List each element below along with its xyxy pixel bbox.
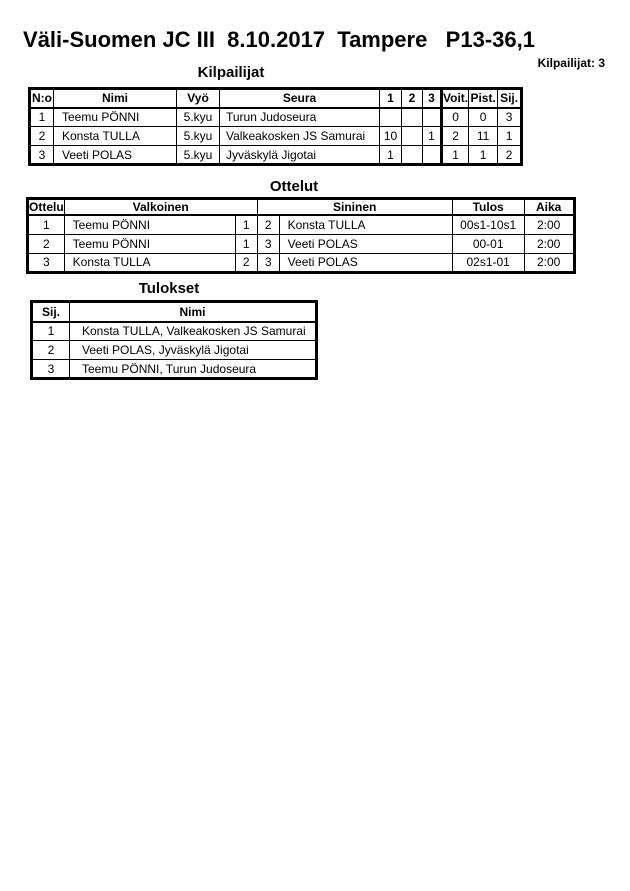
cell-result-1: 1: [380, 146, 402, 165]
cell-blue-name: Veeti POLAS: [279, 253, 452, 272]
result-row: [32, 360, 317, 379]
col-header-pist: Pist.: [469, 89, 498, 108]
cell-sij: 1: [498, 127, 522, 146]
cell-place: 2: [32, 341, 70, 360]
cell-white-no: 1: [235, 215, 257, 234]
cell-pist: 0: [469, 108, 498, 127]
col-header-opp1: 1: [380, 89, 402, 108]
col-header-opp3: 3: [423, 89, 442, 108]
col-header-voit: Voit.: [442, 89, 469, 108]
competitors-table: [28, 87, 523, 166]
cell-white-name: Teemu PÖNNI: [64, 234, 235, 253]
cell-result-3: [423, 108, 442, 127]
section-heading-tulokset: Tulokset: [138, 280, 200, 297]
cell-no: 1: [30, 108, 54, 127]
col-header-sij: Sij.: [32, 302, 70, 322]
result-row: [32, 322, 317, 341]
cell-result-1: [380, 108, 402, 127]
cell-name-club: Konsta TULLA, Valkeakosken JS Samurai: [70, 322, 317, 341]
cell-seura: Turun Judoseura: [220, 108, 380, 127]
col-header-no: N:o: [30, 89, 54, 108]
cell-name-club: Teemu PÖNNI, Turun Judoseura: [70, 360, 317, 379]
cell-no: 3: [30, 146, 54, 165]
cell-nimi: Veeti POLAS: [54, 146, 177, 165]
cell-voit: 1: [442, 146, 469, 165]
competitors-table-container: [28, 87, 523, 166]
cell-place: 1: [32, 322, 70, 341]
col-header-ottelu: Ottelu: [29, 200, 64, 214]
col-header-nimi: Nimi: [70, 302, 317, 322]
result-row: [32, 341, 317, 360]
competitors-header-row: [30, 89, 522, 108]
cell-white-name: Konsta TULLA: [64, 253, 235, 272]
cell-name-club: Veeti POLAS, Jyväskylä Jigotai: [70, 341, 317, 360]
cell-score: 00s1-10s1: [452, 215, 524, 234]
competitor-row: [30, 146, 522, 165]
cell-blue-no: 3: [257, 234, 279, 253]
cell-seura: Valkeakosken JS Samurai: [220, 127, 380, 146]
match-row: [28, 253, 575, 272]
match-row: [28, 215, 575, 234]
cell-match-no: 1: [28, 215, 65, 234]
results-header-row: [32, 302, 317, 322]
matches-header-row: [28, 199, 575, 216]
cell-voit: 2: [442, 127, 469, 146]
col-header-sij: Sij.: [498, 89, 522, 108]
section-heading-kilpailijat: Kilpailijat: [197, 64, 265, 81]
cell-nimi: Konsta TULLA: [54, 127, 177, 146]
competitor-count-label: Kilpailijat: 3: [537, 56, 605, 70]
page-title: Väli-Suomen JC III 8.10.2017 Tampere P13-36,1: [23, 27, 535, 52]
competitor-row: [30, 127, 522, 146]
competitor-row: [30, 108, 522, 127]
cell-pist: 1: [469, 146, 498, 165]
cell-white-no: 1: [235, 234, 257, 253]
cell-vyo: 5.kyu: [177, 108, 220, 127]
cell-white-name: Teemu PÖNNI: [64, 215, 235, 234]
results-table: [30, 300, 318, 380]
results-table-container: [30, 300, 318, 380]
cell-time: 2:00: [524, 253, 574, 272]
cell-result-2: [402, 108, 423, 127]
cell-no: 2: [30, 127, 54, 146]
cell-score: 02s1-01: [452, 253, 524, 272]
cell-vyo: 5.kyu: [177, 146, 220, 165]
cell-blue-name: Konsta TULLA: [279, 215, 452, 234]
cell-match-no: 2: [28, 234, 65, 253]
cell-blue-no: 2: [257, 215, 279, 234]
cell-result-3: 1: [423, 127, 442, 146]
cell-result-1: 10: [380, 127, 402, 146]
cell-vyo: 5.kyu: [177, 127, 220, 146]
cell-time: 2:00: [524, 234, 574, 253]
cell-blue-no: 3: [257, 253, 279, 272]
col-header-sininen: Sininen: [257, 199, 452, 216]
cell-place: 3: [32, 360, 70, 379]
cell-nimi: Teemu PÖNNI: [54, 108, 177, 127]
cell-white-no: 2: [235, 253, 257, 272]
cell-match-no: 3: [28, 253, 65, 272]
col-header-nimi: Nimi: [54, 89, 177, 108]
col-header-opp2: 2: [402, 89, 423, 108]
cell-seura: Jyväskylä Jigotai: [220, 146, 380, 165]
cell-voit: 0: [442, 108, 469, 127]
matches-table-container: [26, 197, 576, 274]
cell-sij: 3: [498, 108, 522, 127]
matches-table: [26, 197, 576, 274]
col-header-seura: Seura: [220, 89, 380, 108]
cell-result-3: [423, 146, 442, 165]
cell-result-2: [402, 146, 423, 165]
cell-blue-name: Veeti POLAS: [279, 234, 452, 253]
cell-result-2: [402, 127, 423, 146]
cell-score: 00-01: [452, 234, 524, 253]
col-header-valkoinen: Valkoinen: [64, 199, 257, 216]
col-header-tulos: Tulos: [452, 199, 524, 216]
section-heading-ottelut: Ottelut: [269, 178, 319, 195]
cell-time: 2:00: [524, 215, 574, 234]
col-header-aika: Aika: [524, 199, 574, 216]
col-header-vyo: Vyö: [177, 89, 220, 108]
cell-pist: 11: [469, 127, 498, 146]
match-row: [28, 234, 575, 253]
cell-sij: 2: [498, 146, 522, 165]
